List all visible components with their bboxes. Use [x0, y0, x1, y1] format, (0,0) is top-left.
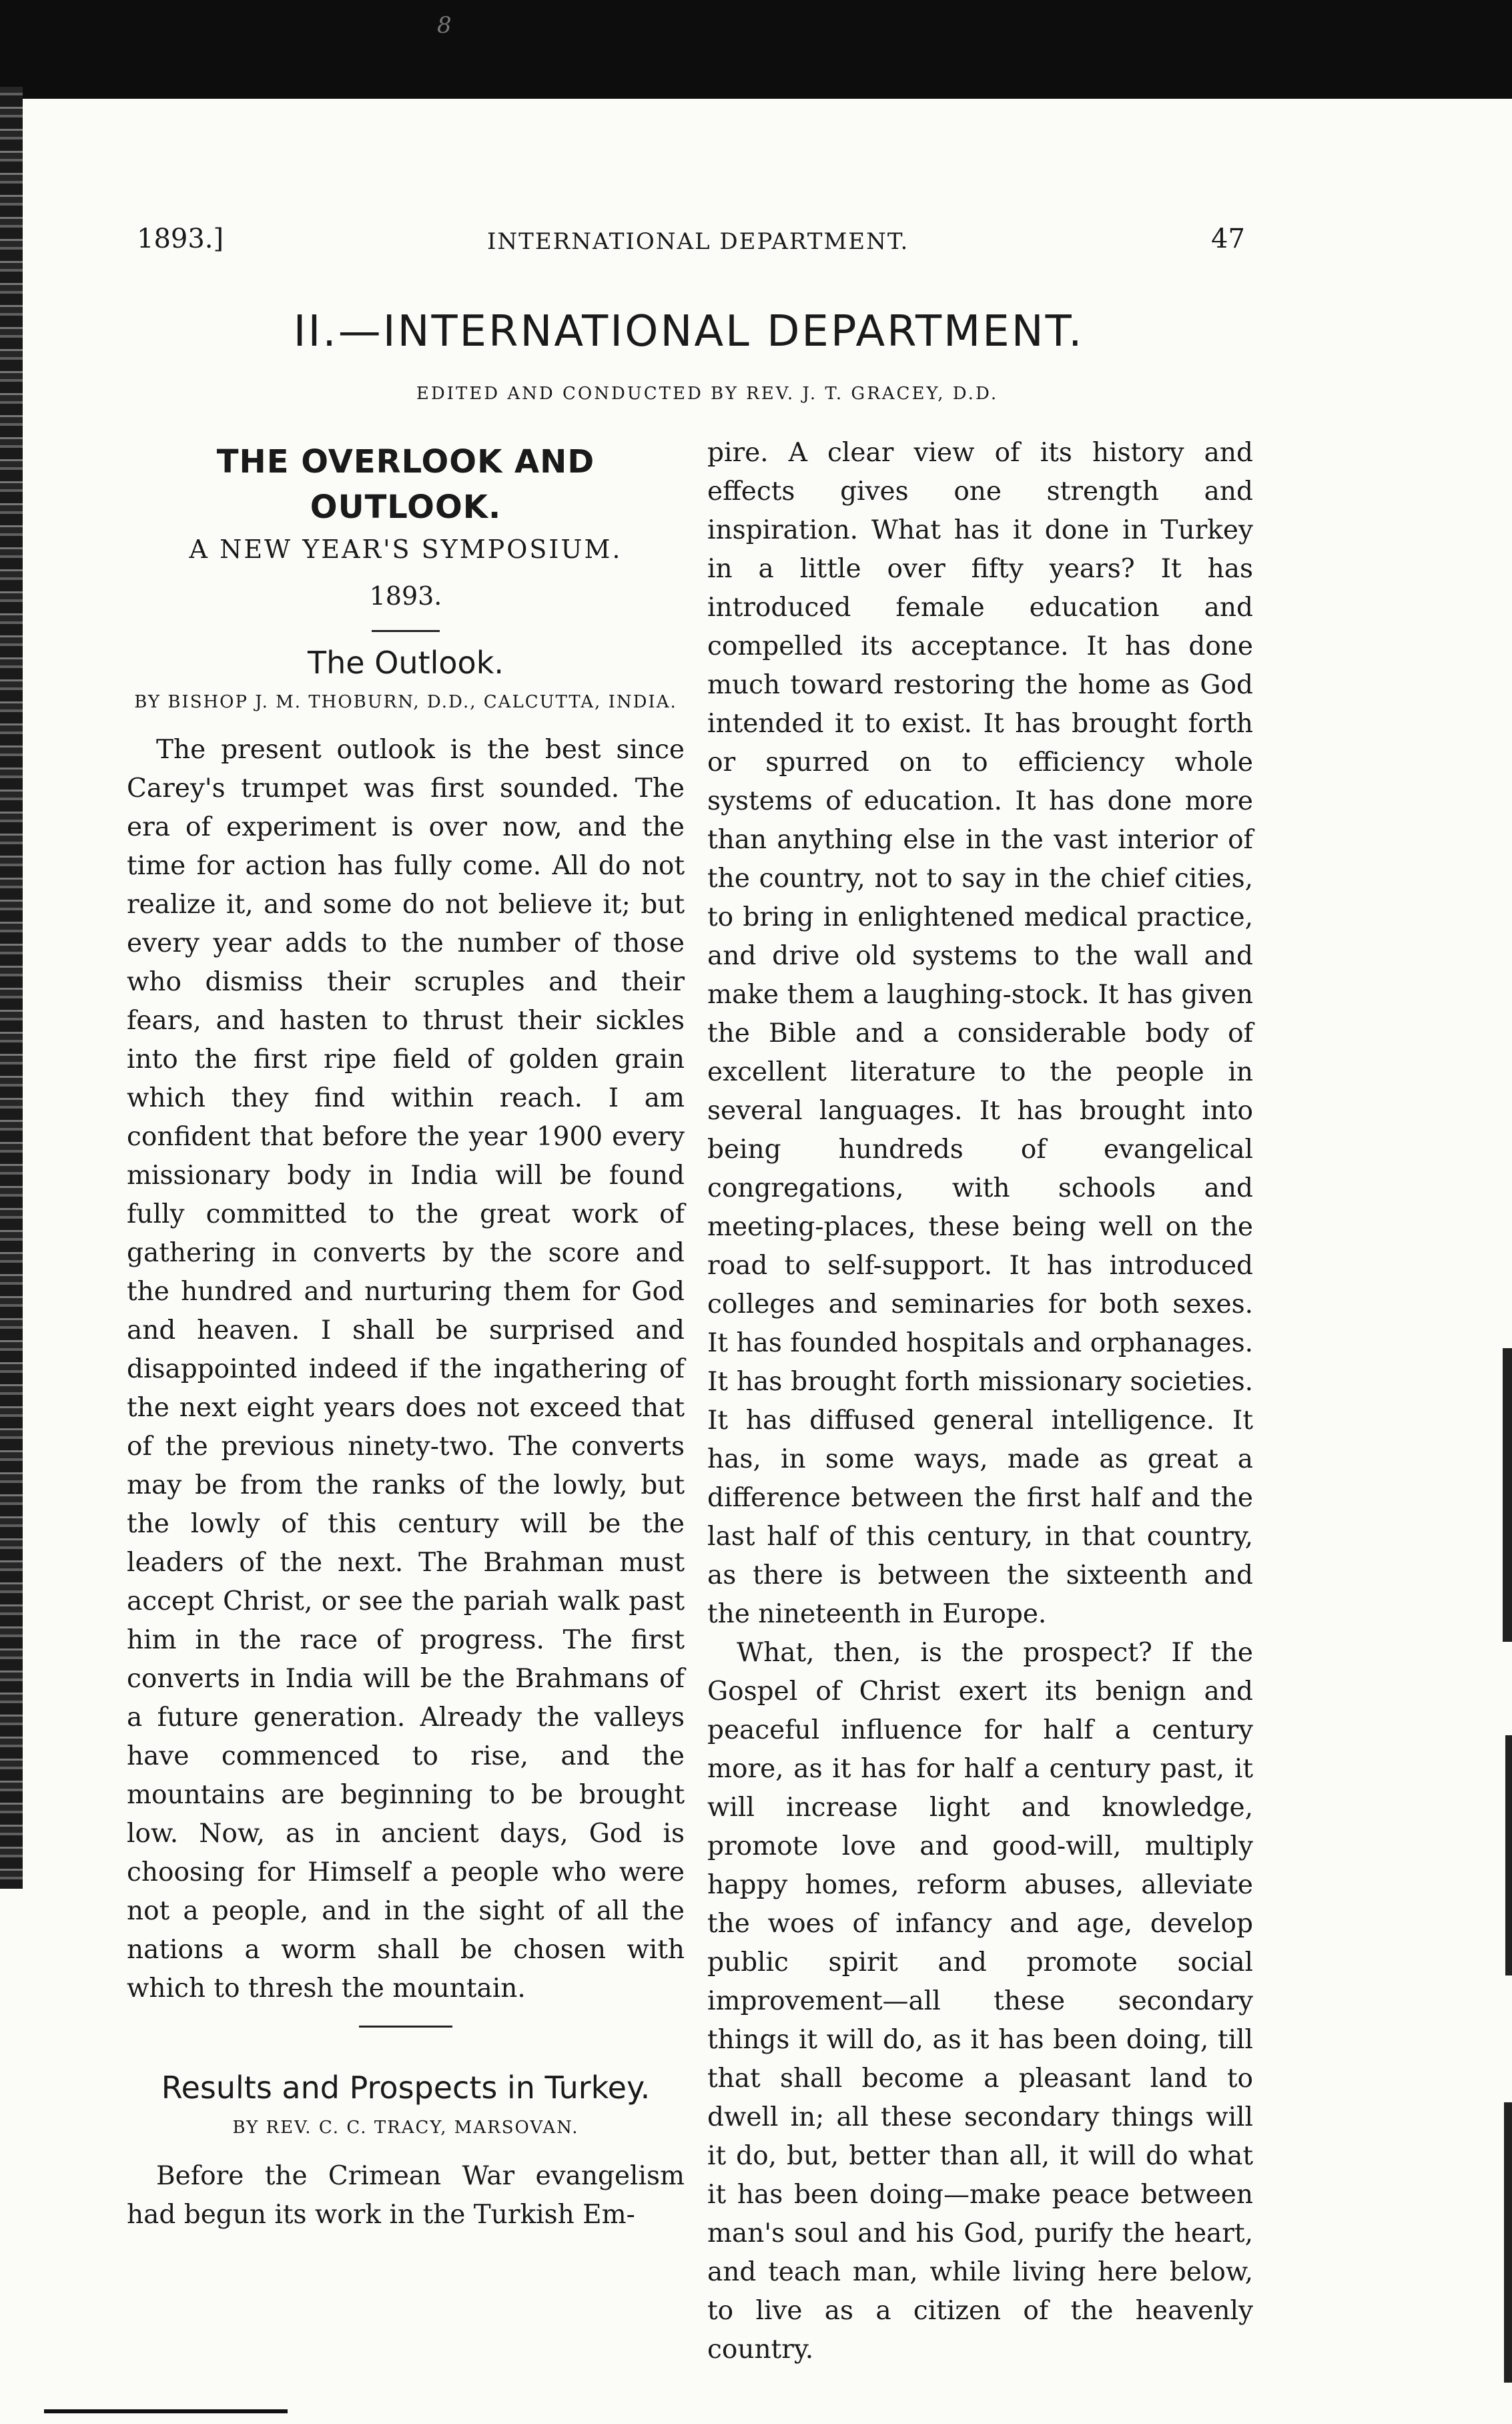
- running-head-year: 1893.]: [137, 224, 224, 254]
- article1-title: The Outlook.: [308, 645, 504, 681]
- article1-body: The present outlook is the best since Carey's trumpet was first sounded. The era of experiment is over now, and the time for action has fully come. All do not realize it, and some do not believe it; but every year adds to the number of those who dismiss their scruples and their fears, and hasten to thrust their sickles into the first ripe field of golden grain which they find within reach. I am confident that before the year 1900 every missionary body in India will be found fully committed to the great work of gathering in converts by the score and the hundred and nurturing them for God and heaven. I shall be surprised and disappointed indeed if the ingathering of the next eight years does not exceed that of the previous ninety-two. The converts may be from the ranks of the lowly, but the lowly of this century will be the leaders of the next. The Brahman must accept Christ, or see the pariah walk past him in the race of progress. The first converts in India will be the Brahmans of a future generation. Already the valleys have commenced to rise, and the mountains are beginning to be brought low. Now, as in ancient days, God is choosing for Himself a people who were not a people, and in the sight of all the nations a worm shall be chosen with which to thresh the mountain.: [127, 735, 685, 2004]
- running-head-title: INTERNATIONAL DEPARTMENT.: [487, 228, 909, 255]
- divider: [372, 630, 440, 632]
- feature-year: 1893.: [369, 581, 442, 611]
- feature-title: THE OVERLOOK AND OUTLOOK.: [216, 443, 595, 526]
- scan-right-edge-mark: [1505, 1735, 1512, 1976]
- article1-byline: BY BISHOP J. M. THOBURN, D.D., CALCUTTA, INDIA.: [134, 692, 677, 712]
- article2-byline: BY REV. C. C. TRACY, MARSOVAN.: [232, 2118, 579, 2138]
- section-title: II.—INTERNATIONAL DEPARTMENT.: [293, 307, 1084, 356]
- scan-mark: 8: [437, 12, 452, 39]
- scan-left-edge: [0, 87, 23, 1889]
- scan-right-edge-mark: [1504, 2102, 1512, 2383]
- scan-bottom-rule: [44, 2409, 288, 2413]
- scan-top-border: [0, 0, 1512, 99]
- article2-body-start: Before the Crimean War evangelism had begun its work in the Turkish Em-: [127, 2161, 685, 2230]
- left-column: [127, 434, 685, 2234]
- divider: [359, 2026, 452, 2028]
- feature-subtitle: A NEW YEAR'S SYMPOSIUM.: [189, 535, 623, 564]
- page-number: 47: [1211, 224, 1245, 254]
- right-column: [707, 434, 1253, 2369]
- editor-line: EDITED AND CONDUCTED BY REV. J. T. GRACEY, D.D.: [416, 384, 999, 404]
- article2-body-paragraph-2: What, then, is the prospect? If the Gospel of Christ exert its benign and peaceful influence for half a century more, as it has for half a century past, it will increase light and knowledge, promote love and good-will, multiply happy homes, reform abuses, alleviate the woes of infancy and age, develop public spirit and promote social improvement—all these secondary things it will do, as it has been doing, till that shall become a pleasant land to dwell in; all these secondary things will it do, but, better than all, it will do what it has been doing—make peace between man's soul and his God, purify the heart, and teach man, while living here below, to live as a citizen of the heavenly country.: [707, 1638, 1253, 2365]
- scan-right-edge-mark: [1503, 1348, 1512, 1642]
- article2-title: Results and Prospects in Turkey.: [161, 2070, 651, 2106]
- article2-body-continued: pire. A clear view of its history and effects gives one strength and inspiration. What has it done in Turkey in a little over fifty years? It has introduced female education and compelled its acceptance. It has done much toward restoring the home as God intended it to exist. It has brought forth or spurred on to efficiency whole systems of education. It has done more than anything else in the vast interior of the country, not to say in the chief cities, to bring in enlightened medical practice, and drive old systems to the wall and make them a laughing-stock. It has given the Bible and a considerable body of excellent literature to the people in several languages. It has brought into being hundreds of evangelical congregations, with schools and meeting-places, these being well on the road to self-support. It has introduced colleges and seminaries for both sexes. It has founded hospitals and orphanages. It has brought forth missionary societies. It has diffused general intelligence. It has, in some ways, made as great a difference between the first half and the last half of this century, in that country, as there is between the sixteenth and the nineteenth in Europe.: [707, 438, 1253, 1629]
